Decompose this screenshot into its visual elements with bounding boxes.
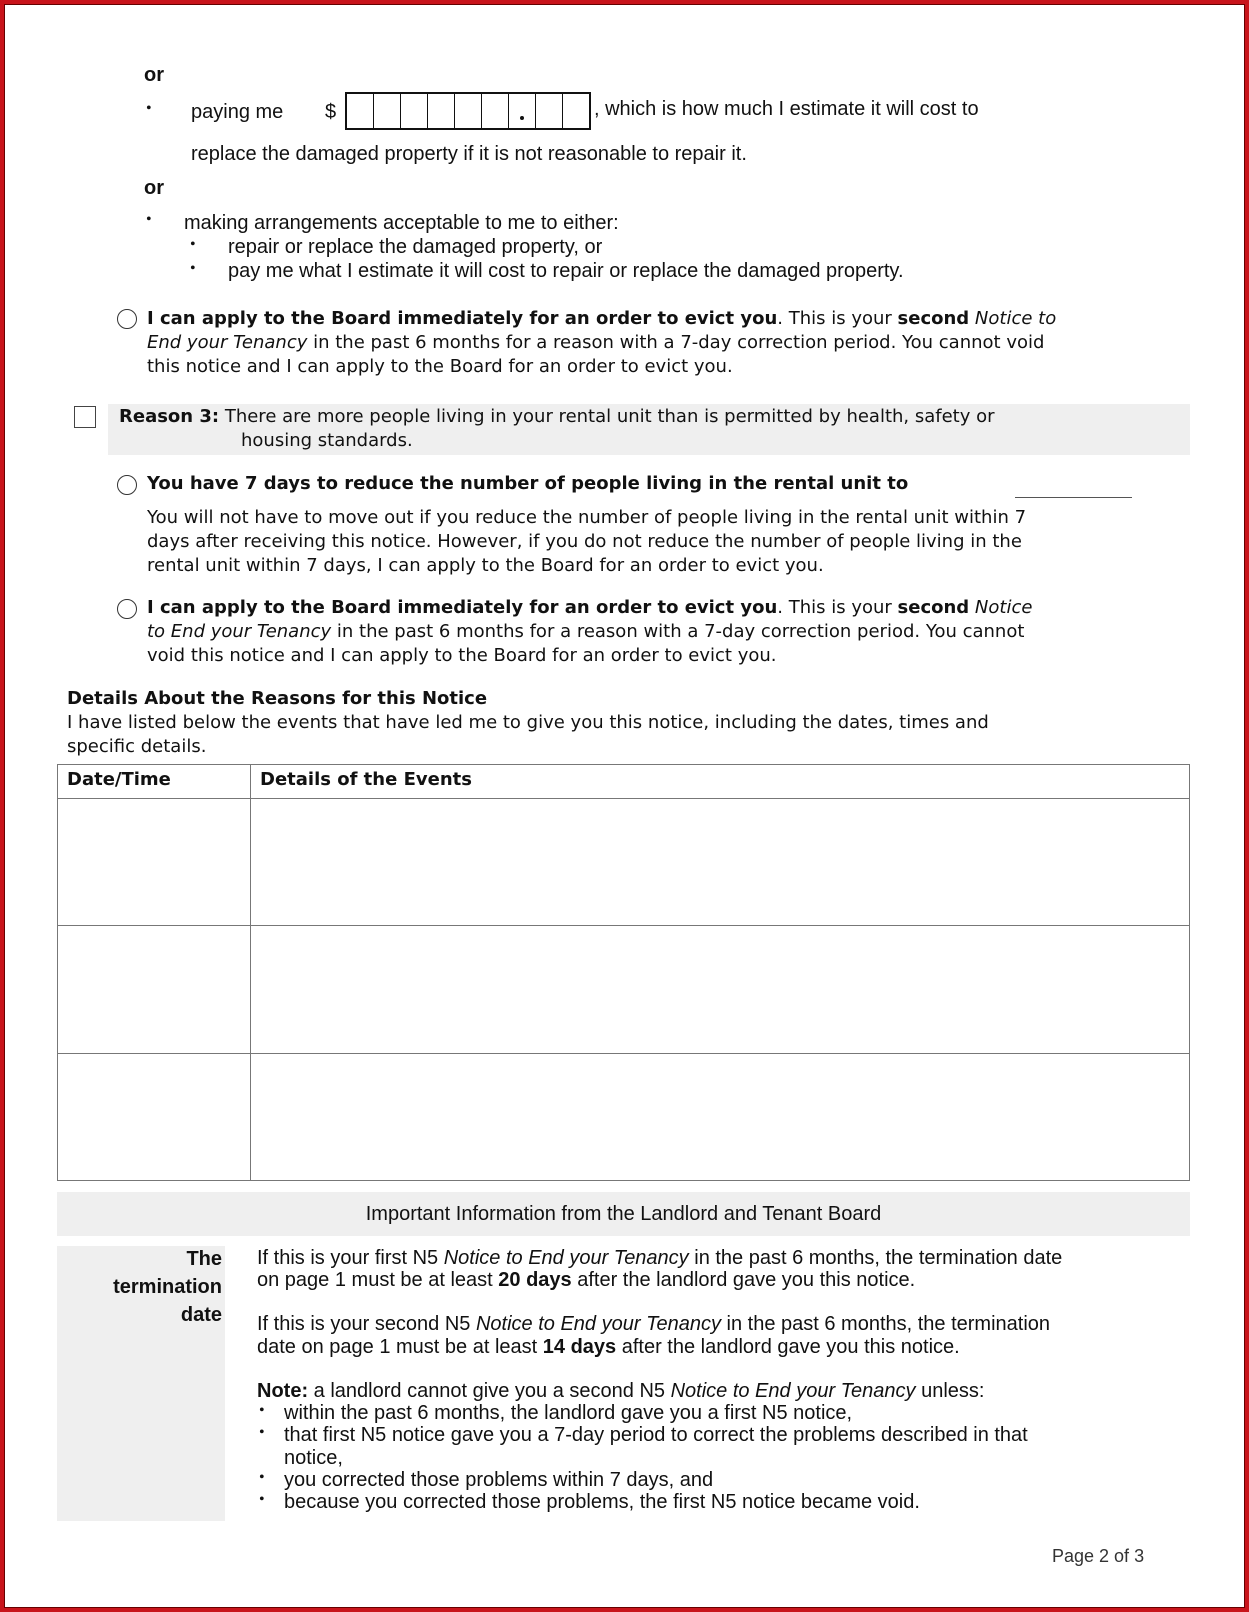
events-table	[57, 764, 1190, 1181]
table-row	[58, 799, 1190, 926]
datetime-cell[interactable]	[58, 799, 251, 926]
table-row	[58, 926, 1190, 1054]
note-bullet-2: that first N5 notice gave you a 7-day period to correct the problems described in that	[284, 1424, 1028, 1446]
termination-date-label: The termination date	[113, 1248, 222, 1326]
note-bullet-4: because you corrected those problems, the first N5 notice became void.	[284, 1491, 920, 1513]
reason3-text-2: housing standards.	[241, 430, 413, 451]
reduce-option-title: You have 7 days to reduce the number of people living in the rental unit to	[147, 473, 909, 494]
amount-input[interactable]	[345, 92, 591, 130]
details-cell[interactable]	[251, 1054, 1190, 1181]
bullet: •	[259, 1491, 265, 1508]
bullet: •	[259, 1402, 265, 1419]
col-header-details: Details of the Events	[251, 765, 1190, 799]
details-cell[interactable]	[251, 926, 1190, 1054]
option-text-2: to End your Tenancy in the past 6 months for a reason with a 7-day correction period. You cannot	[147, 621, 1025, 642]
details-cell[interactable]	[251, 799, 1190, 926]
details-heading: Details About the Reasons for this Notice	[67, 688, 488, 709]
reduce-text-3: rental unit within 7 days, I can apply to the Board for an order to evict you.	[147, 555, 824, 576]
info-p1-l1: If this is your first N5 Notice to End your Tenancy in the past 6 months, the termination date	[257, 1247, 1063, 1269]
paying-text-2: replace the damaged property if it is not reasonable to repair it.	[191, 143, 747, 165]
radio-apply-immediately-reason2[interactable]	[117, 309, 137, 329]
info-p2-l2: date on page 1 must be at least 14 days after the landlord gave you this notice.	[257, 1336, 960, 1358]
bullet: •	[146, 100, 152, 117]
arrangements-text: making arrangements acceptable to me to either:	[184, 212, 619, 234]
reduce-text-1: You will not have to move out if you reduce the number of people living in the rental unit within 7	[147, 507, 1027, 528]
info-note: Note: a landlord cannot give you a second N5 Notice to End your Tenancy unless:	[257, 1380, 985, 1402]
datetime-cell[interactable]	[58, 926, 251, 1054]
info-p1-l2: on page 1 must be at least 20 days after the landlord gave you this notice.	[257, 1269, 916, 1291]
dollar-sign: $	[325, 101, 337, 123]
reduce-text-2: days after receiving this notice. However, if you do not reduce the number of people living in the	[147, 531, 1022, 552]
bullet: •	[146, 211, 152, 228]
bullet: •	[190, 260, 196, 277]
sub-bullet-2: pay me what I estimate it will cost to repair or replace the damaged property.	[228, 260, 904, 282]
radio-apply-immediately-reason3[interactable]	[117, 599, 137, 619]
bullet: •	[259, 1469, 265, 1486]
note-bullet-3: you corrected those problems within 7 days, and	[284, 1469, 714, 1491]
paying-text: , which is how much I estimate it will cost to	[594, 98, 979, 120]
note-bullet-1: within the past 6 months, the landlord gave you a first N5 notice,	[284, 1402, 853, 1424]
or-label: or	[144, 64, 164, 86]
option-text-2: End your Tenancy in the past 6 months for a reason with a 7-day correction period. You cannot void	[147, 332, 1045, 353]
option-text-3: this notice and I can apply to the Board for an order to evict you.	[147, 356, 733, 377]
sub-bullet-1: repair or replace the damaged property, or	[228, 236, 603, 258]
reason3-checkbox[interactable]	[74, 406, 96, 428]
info-banner: Important Information from the Landlord and Tenant Board	[57, 1192, 1190, 1236]
bullet: •	[259, 1424, 265, 1441]
datetime-cell[interactable]	[58, 1054, 251, 1181]
radio-reduce-occupants[interactable]	[117, 475, 137, 495]
col-header-datetime: Date/Time	[58, 765, 251, 799]
page-number: Page 2 of 3	[1052, 1546, 1145, 1566]
option-text: I can apply to the Board immediately for an order to evict you. This is your second Notice to	[147, 308, 1057, 329]
note-bullet-2b: notice,	[284, 1447, 343, 1469]
option-text-3: void this notice and I can apply to the Board for an order to evict you.	[147, 645, 777, 666]
details-intro-2: specific details.	[67, 736, 207, 757]
or-label: or	[144, 177, 164, 199]
table-row	[58, 1054, 1190, 1181]
details-intro-1: I have listed below the events that have led me to give you this notice, including the dates, times and	[67, 712, 989, 733]
option-text: I can apply to the Board immediately for an order to evict you. This is your second Notice	[147, 597, 1033, 618]
occupant-number-field[interactable]	[1015, 497, 1132, 498]
info-p2-l1: If this is your second N5 Notice to End your Tenancy in the past 6 months, the termination	[257, 1313, 1051, 1335]
reason3-text: Reason 3: There are more people living in your rental unit than is permitted by health, safety or	[119, 406, 995, 427]
paying-me-label: paying me	[191, 101, 284, 123]
bullet: •	[190, 236, 196, 253]
